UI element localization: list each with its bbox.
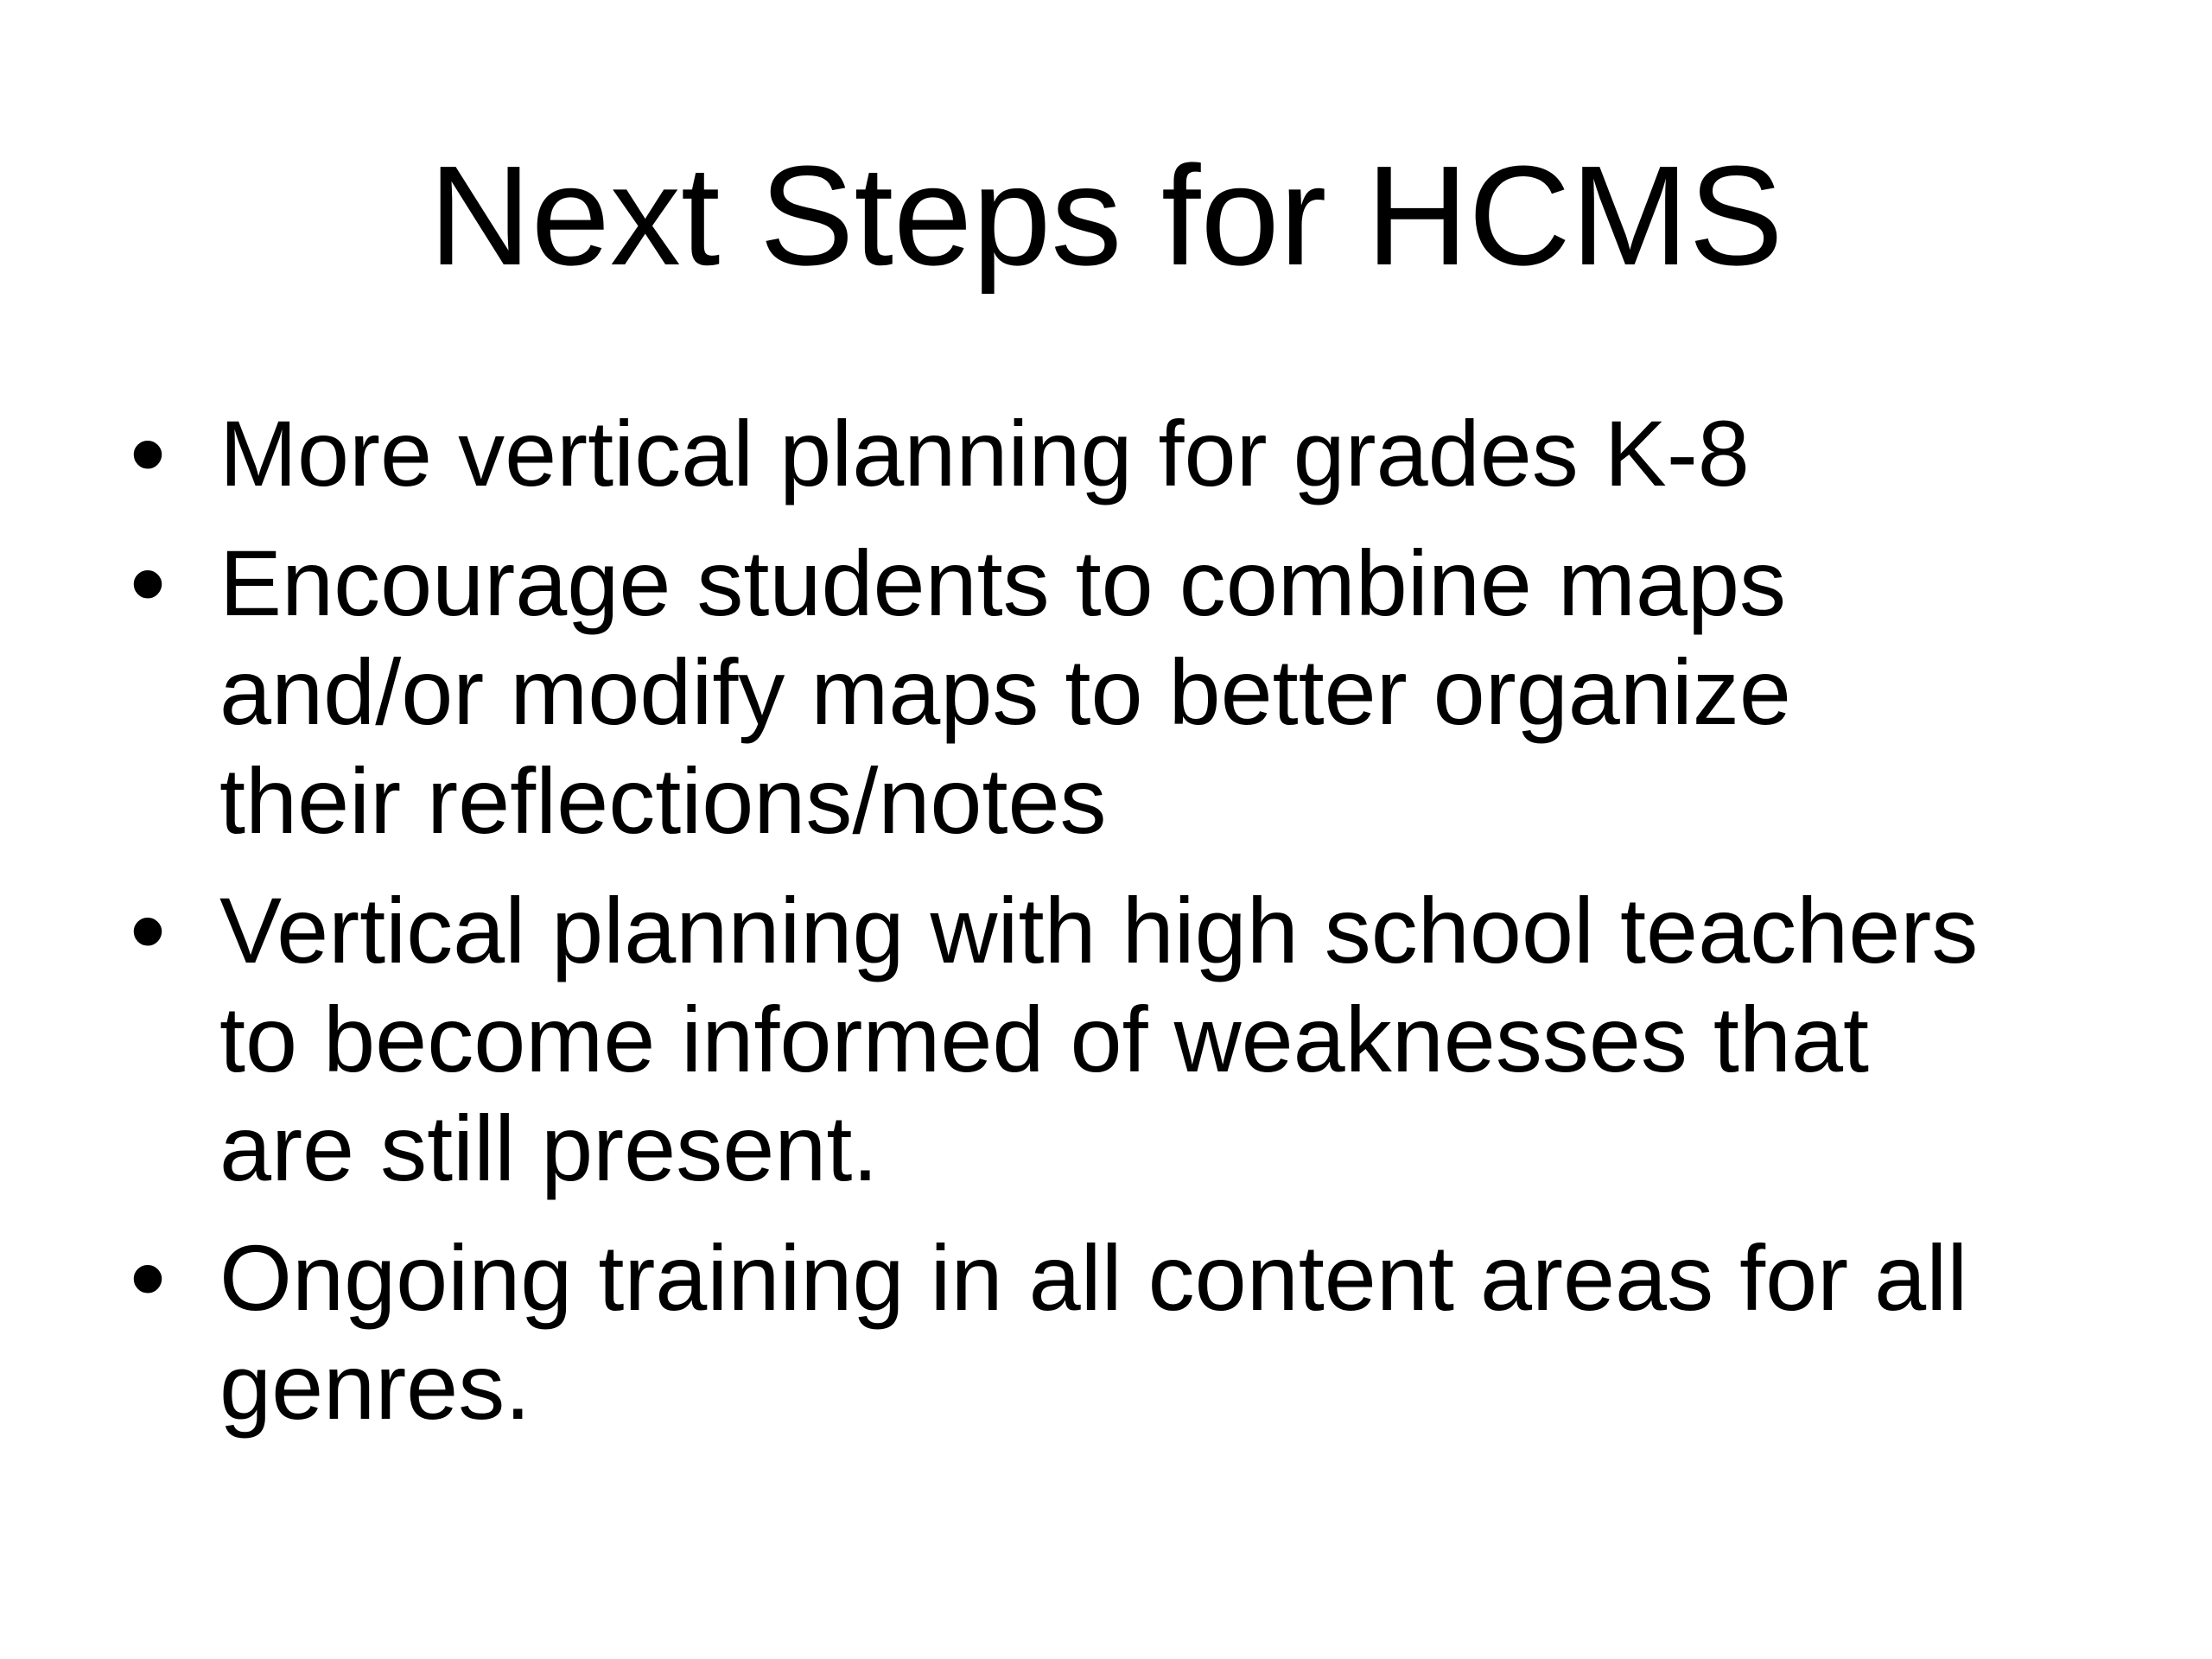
bullet-text: Encourage students to combine maps and/or modify maps to better organize their reflections/notes — [219, 531, 1791, 853]
bullet-dot-icon: • — [130, 1220, 167, 1336]
bullet-item — [130, 1220, 2117, 1441]
bullet-dot-icon: • — [130, 396, 167, 512]
bullet-text: More vertical planning for grades K-8 — [219, 401, 1750, 505]
bullet-dot-icon: • — [130, 525, 167, 641]
slide-title: Next Steps for HCMS — [429, 137, 1783, 295]
bullet-text: Ongoing training in all content areas for all genres. — [219, 1225, 1968, 1439]
bullet-item — [130, 396, 2117, 512]
bullet-text: Vertical planning with high school teachers to become informed of weaknesses that are still present. — [219, 878, 1979, 1200]
bullet-item — [130, 525, 2117, 855]
bullet-dot-icon: • — [130, 873, 167, 988]
bullet-list — [130, 396, 2117, 1462]
bullet-item — [130, 873, 2117, 1203]
